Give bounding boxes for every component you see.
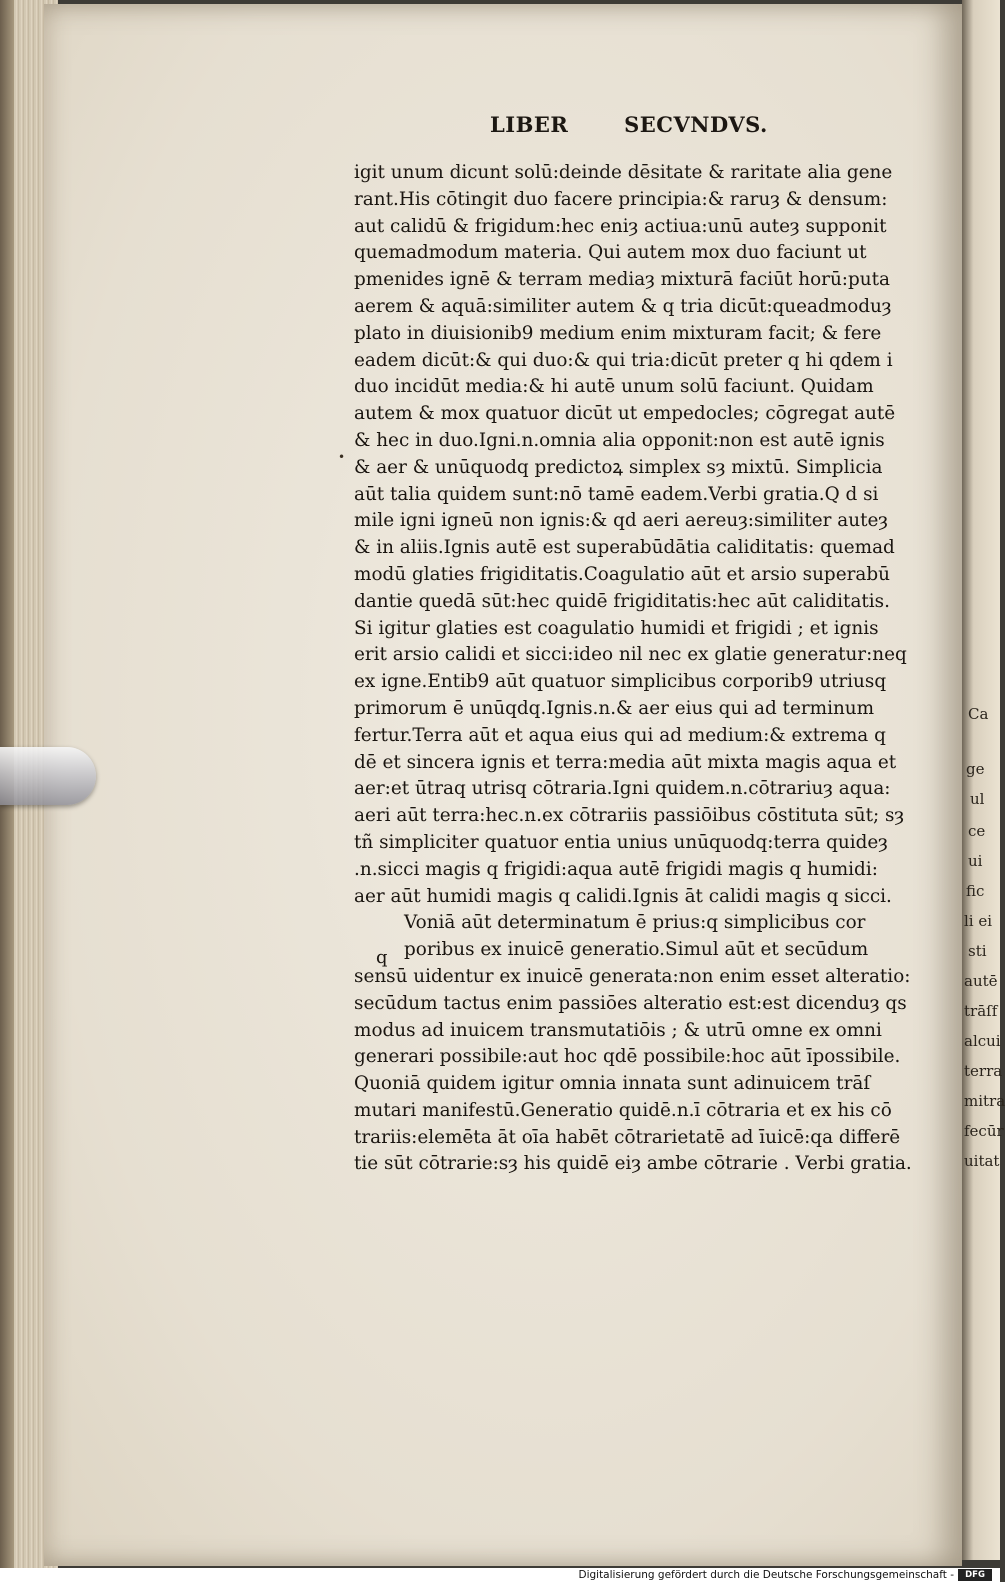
text-line: dantie quedā sūt:hec quidē frigiditatis:hec aūt caliditatis. [354, 590, 890, 612]
next-page-fragment: trāſf [964, 1002, 998, 1020]
text-line: plato in diuisionib9 medium enim mixturam facit; & fere [354, 322, 882, 344]
text-line: generari possibile:aut hoc qdē possibile:hoc aūt īpossibile. [354, 1046, 901, 1068]
next-page-fragment: ge [966, 760, 985, 778]
next-page-fragment: uitat [964, 1152, 1000, 1170]
text-line: tñ simpliciter quatuor entia unius unūquodq:terra quideȝ [354, 831, 888, 853]
next-page-fragment: ce [968, 822, 986, 840]
text-line: rant.His cōtingit duo facere principia:& raruȝ & densum: [354, 188, 888, 210]
text-line: fertur.Terra aūt et aqua eius qui ad medium:& extrema q [354, 724, 886, 746]
text-line: aerem & aquā:similiter autem & q tria dicūt:queadmoduȝ [354, 295, 892, 317]
text-line: trariis:elemēta āt oīa habēt cōtrarietatē ad īuicē:qa differē [354, 1126, 901, 1148]
next-page-fragment: sti [968, 942, 987, 960]
main-text-block [354, 160, 912, 1178]
plastic-page-clip [0, 747, 96, 805]
text-line: aeri aūt terra:hec.n.ex cōtrariis passiōibus cōstituta sūt; sȝ [354, 805, 905, 827]
text-line: ex igne.Entib9 aūt quatuor simplicibus corporib9 utriusq [354, 671, 887, 693]
guide-letter: q [376, 947, 388, 968]
text-line: tie sūt cōtrarie:sȝ his quidē eiȝ ambe cōtrarie . Verbi gratia. [354, 1153, 912, 1175]
text-line: mile igni igneū non ignis:& qd aeri aereuȝ:similiter auteȝ [354, 510, 888, 532]
running-head [490, 112, 768, 137]
text-line: sensū uidentur ex inuicē generata:non enim esset alteratio: [354, 965, 911, 987]
text-line: .n.sicci magis q frigidi:aqua autē frigidi magis q humidi: [354, 858, 878, 880]
text-line: aer:et ūtraq utrisq cōtraria.Igni quidem.n.cōtrariuȝ aqua: [354, 778, 891, 800]
text-line: modus ad inuicem transmutatiōis ; & utrū omne ex omni [354, 1019, 882, 1041]
footer-credit: Digitalisierung gefördert durch die Deutsche Forschungsgemeinschaft - [578, 1569, 954, 1581]
text-line: pmenides ignē & terram mediaȝ mixturā faciūt horū:puta [354, 269, 890, 291]
text-line: aūt talia quidem sunt:nō tamē eadem.Verbi gratia.Q d si [354, 483, 879, 505]
next-page-fragment: fic [966, 882, 985, 900]
text-line: & hec in duo.Igni.n.omnia alia opponit:non est autē ignis [354, 429, 885, 451]
text-line: erit arsio calidi et sicci:ideo nil nec ex glatie generatur:neq [354, 644, 907, 666]
text-line: Quoniā quidem igitur omnia innata sunt adinuicem trāſ [354, 1073, 871, 1095]
text-line: Si igitur glaties est coagulatio humidi et frigidi ; et ignis [354, 617, 879, 639]
next-page-fragment: ul [970, 790, 985, 808]
text-line: aut calidū & frigidum:hec eniȝ actiua:unū auteȝ supponit [354, 215, 887, 237]
dfg-logo: DFG [958, 1569, 992, 1581]
next-page-fragment: Ca [968, 705, 989, 723]
next-page-fragment: ui [968, 852, 983, 870]
text-line: primorum ē unūqdq.Ignis.n.& aer eius qui ad terminum [354, 697, 875, 719]
next-page-fragment: terra [964, 1062, 1003, 1080]
text-line: quemadmodum materia. Qui autem mox duo faciunt ut [354, 242, 867, 264]
text-line: autem & mox quatuor dicūt ut empedocles; cōgregat autē [354, 403, 896, 425]
next-page-edge [962, 0, 1005, 1560]
running-head-word-2: SECVNDVS. [624, 112, 768, 137]
text-line: modū glaties frigiditatis.Coagulatio aūt et arsio superabū [354, 563, 890, 585]
next-page-fragment: fecūr [964, 1122, 1004, 1140]
text-line: secūdum tactus enim passiōes alteratio est:est dicenduȝ qs [354, 992, 907, 1014]
text-line: dē et sincera ignis et terra:media aūt mixta magis aqua et [354, 751, 897, 773]
text-line: & in aliis.Ignis autē est superabūdātia caliditatis: quemad [354, 537, 895, 559]
text-line: duo incidūt media:& hi autē unum solū faciunt. Quidam [354, 376, 874, 398]
text-line: mutari manifestū.Generatio quidē.n.ī cōtraria et ex his cō [354, 1099, 892, 1121]
next-page-fragment: mitra [964, 1092, 1005, 1110]
text-line: eadem dicūt:& qui duo:& qui tria:dicūt preter q hi qdem i [354, 349, 893, 371]
next-page-fragment: autē [964, 972, 998, 990]
text-line: poribus ex inuicē generatio.Simul aūt et secūdum [404, 939, 869, 961]
text-line: aer aūt humidi magis q calidi.Ignis āt calidi magis q sicci. [354, 885, 892, 907]
next-page-fragment: alcui [964, 1032, 1001, 1050]
running-head-word-1: LIBER [490, 112, 569, 137]
next-page-fragment: li ei [964, 912, 993, 930]
marginal-dot: • [338, 450, 346, 464]
text-line: Voniā aūt determinatum ē prius:q simplicibus cor [404, 912, 866, 934]
text-line: igit unum dicunt solū:deinde dēsitate & raritate alia gene [354, 162, 893, 183]
text-line: & aer & unūquodq predictoꝝ simplex sȝ mixtū. Simplicia [354, 456, 883, 478]
